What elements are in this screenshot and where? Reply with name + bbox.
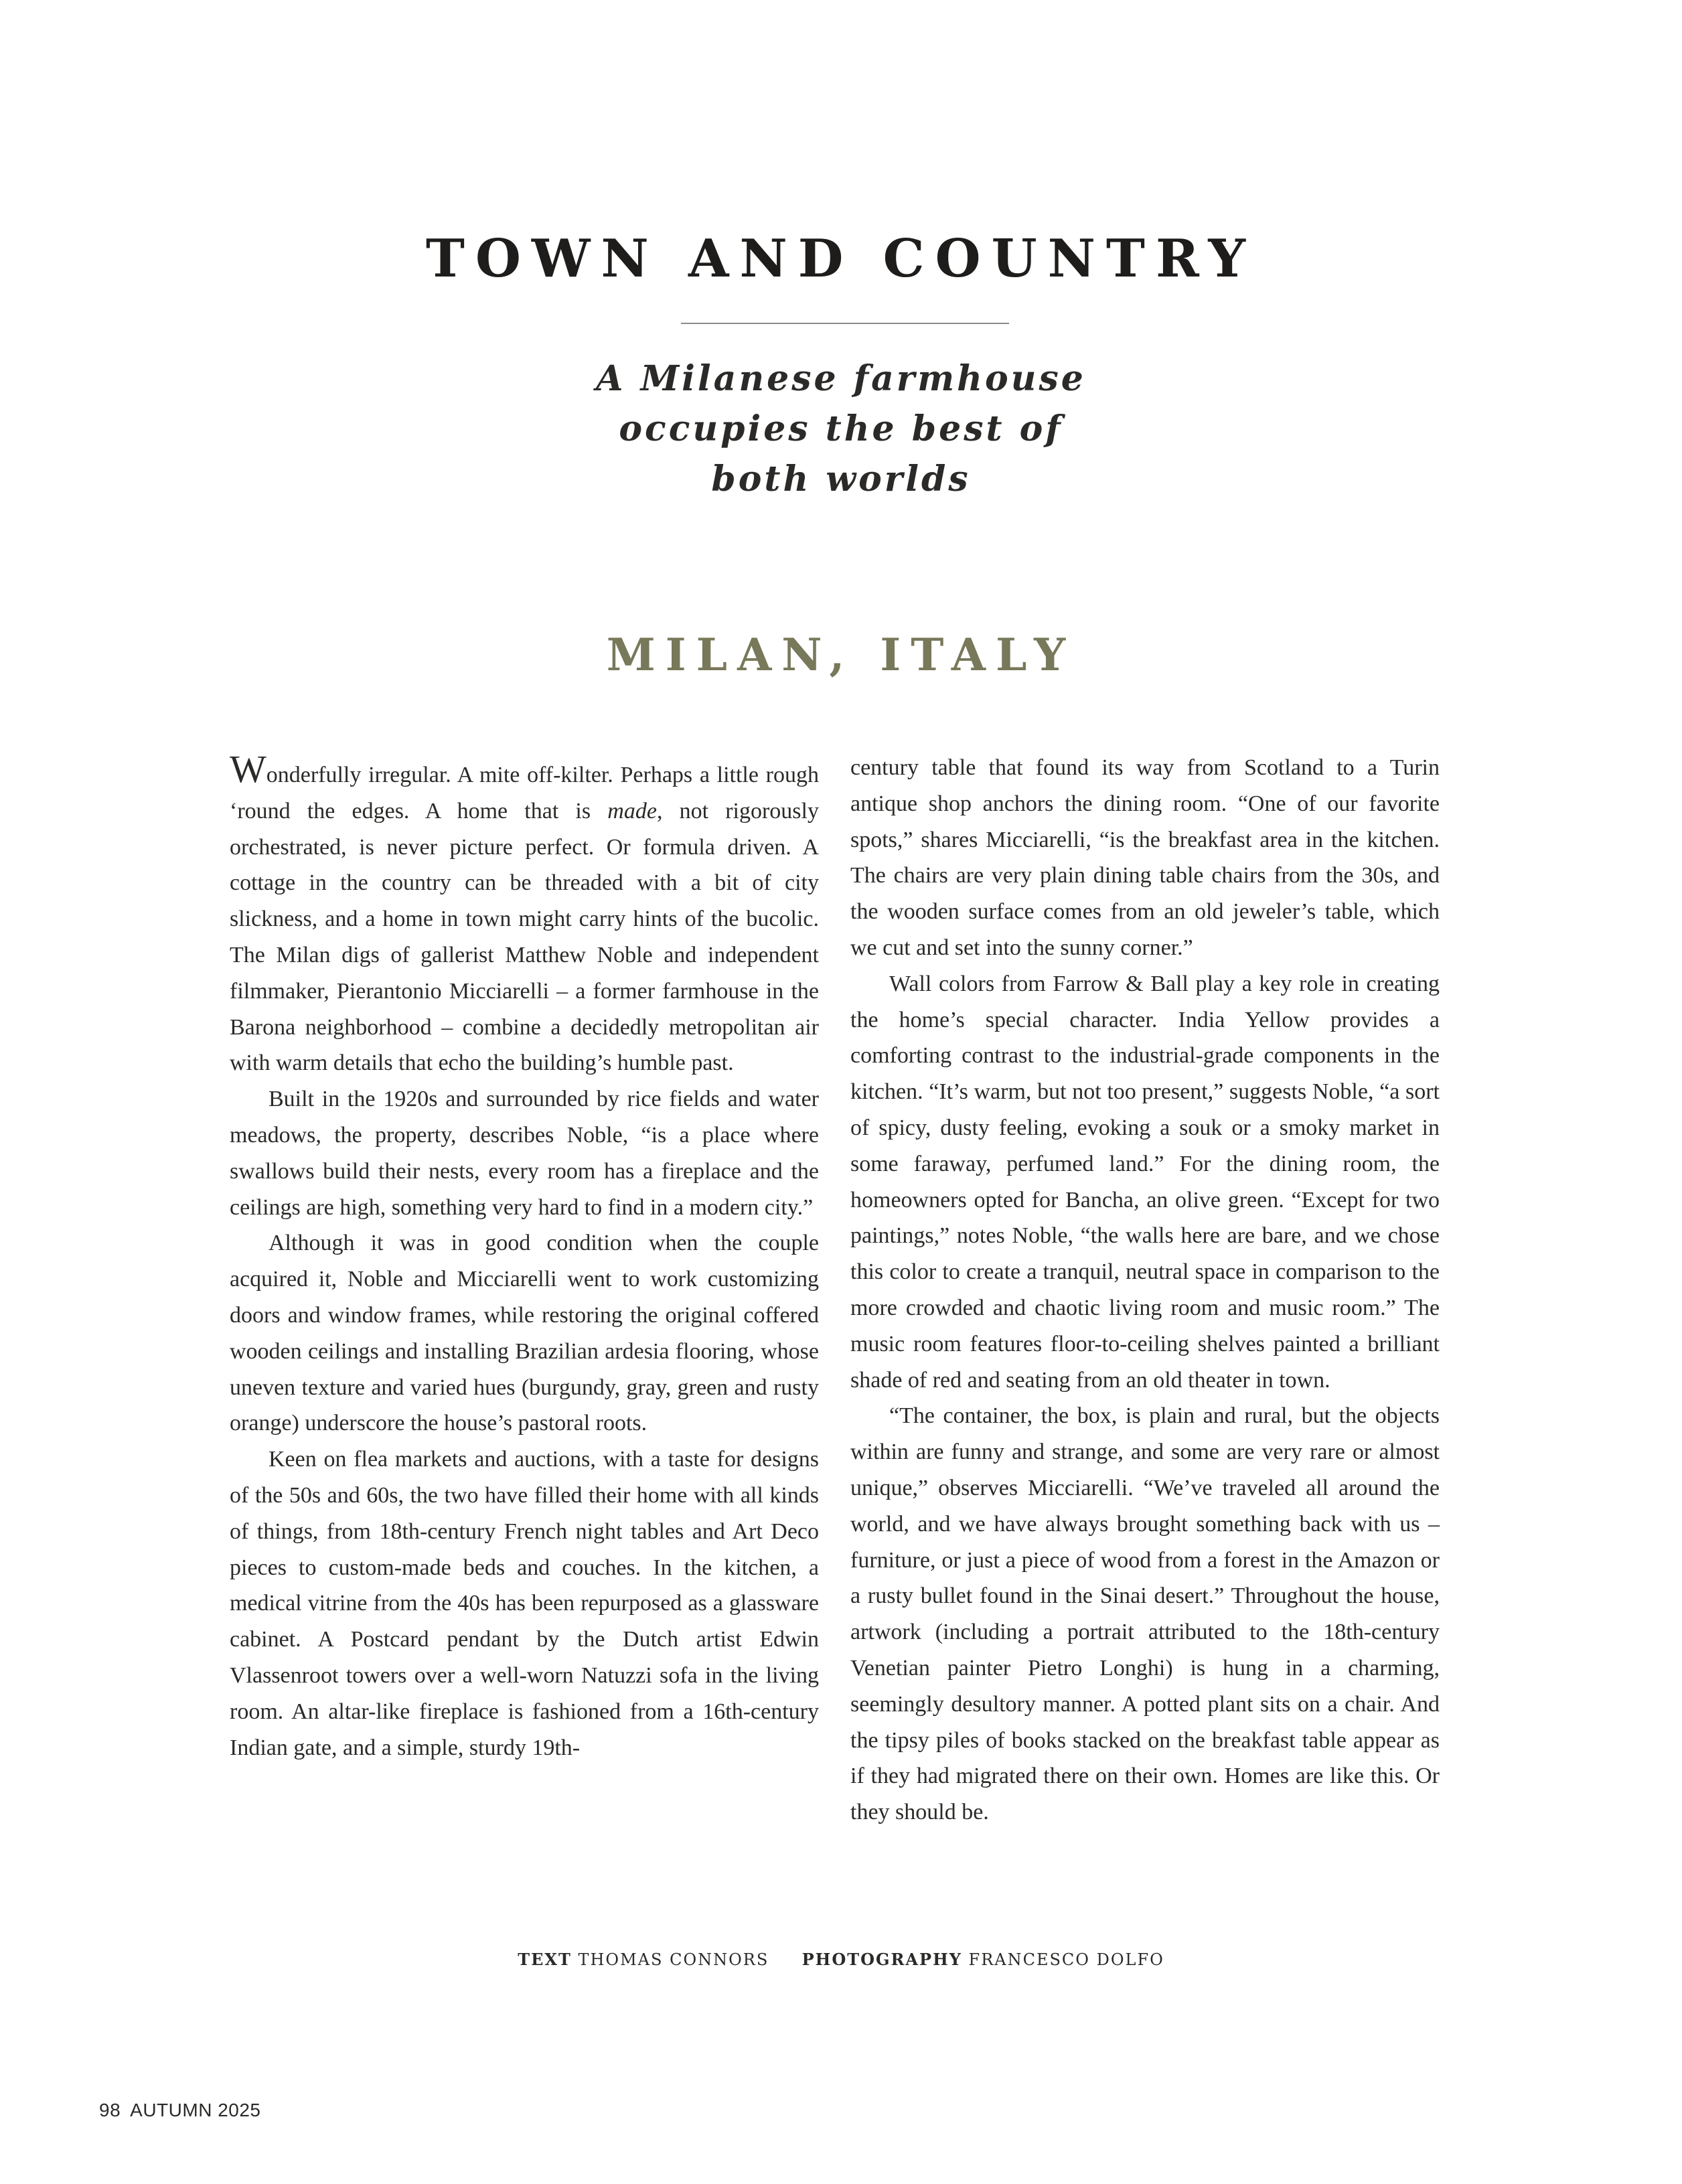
- credit-text-label: TEXT: [518, 1950, 572, 1969]
- article-paragraph: Wall colors from Farrow & Ball play a key role in creating the home’s special character. India Yellow provides a comforting contrast to the industrial-grade components in the kitchen. “It’s warm, but not too present,” suggests Noble, “a sort of spicy, dusty feeling, evoking a souk or a smoky market in some faraway, perfumed land.” For the dining room, the homeowners opted for Bancha, an olive green. “Except for two paintings,” notes Noble, “the walls here are bare, and we chose this color to create a tranquil, neutral space in comparison to the more crowded and chaotic living room and music room.” The music room features floor-to-ceiling shelves painted a brilliant shade of red and seating from an old theater in town.: [850, 971, 1440, 1393]
- page-number: 98: [99, 2100, 121, 2120]
- article-paragraph: Keen on flea markets and auctions, with a taste for designs of the 50s and 60s, the two have filled their home with all kinds of things, from 18th-century French night tables and Art Deco pieces to custom-made beds and couches. In the kitchen, a medical vitrine from the 40s has been repurposed as a glassware cabinet. A Postcard pendant by the Dutch artist Edwin Vlassenroot towers over a well-worn Natuzzi sofa in the living room. An altar-like fireplace is fashioned from a 16th-century Indian gate, and a simple, sturdy 19th-: [230, 1447, 819, 1760]
- location-heading: MILAN, ITALY: [606, 629, 1076, 681]
- subtitle-line: A Milanese farmhouse: [596, 358, 1086, 399]
- article-subtitle: [0, 354, 1682, 504]
- paragraph-text: onderfully irregular. A mite off-kilter. Perhaps a little rough ‘round the edges. A home that is: [230, 763, 819, 824]
- subtitle-line: occupies the best of: [619, 408, 1063, 449]
- article-paragraph: Built in the 1920s and surrounded by rice fields and water meadows, the property, describes Noble, “is a place where swallows build their nests, every room has a fireplace and the ceilings are high, something very hard to find in a modern city.”: [230, 1087, 819, 1220]
- emphasis-text: made: [607, 798, 657, 824]
- paragraph-text: , not rigorously orchestrated, is never picture perfect. Or formula driven. A cottage in the country can be threaded with a bit of city slickness, and a home in town might carry hints of the bucolic. The Milan digs of gallerist Matthew Noble and independent filmmaker, Pierantonio Micciarelli – a former farmhouse in the Barona neighborhood – combine a decidedly metropolitan air with warm details that echo the building’s humble past.: [230, 798, 819, 1076]
- issue-label: AUTUMN 2025: [130, 2100, 261, 2120]
- article-paragraph: century table that found its way from Scotland to a Turin antique shop anchors the dining room. “One of our favorite spots,” shares Micciarelli, “is the breakfast area in the kitchen. The chairs are very plain dining table chairs from the 30s, and the wooden surface comes from an old jeweler’s table, which we cut and set into the sunny corner.”: [850, 755, 1440, 960]
- credit-photographer-name: FRANCESCO DOLFO: [968, 1950, 1164, 1969]
- credit-photography-label: PHOTOGRAPHY: [801, 1950, 962, 1969]
- title-divider: [681, 323, 1009, 324]
- article-column-left: [230, 747, 819, 1766]
- drop-cap: W: [230, 747, 266, 791]
- page-footer: [99, 2100, 261, 2121]
- article-paragraph: Although it was in good condition when the couple acquired it, Noble and Micciarelli went to work customizing doors and window frames, while restoring the original coffered wooden ceilings and installing Brazilian ardesia flooring, whose uneven texture and varied hues (burgundy, gray, green and rusty orange) underscore the house’s pastoral roots.: [230, 1231, 819, 1436]
- article-title: TOWN AND COUNTRY: [425, 228, 1257, 289]
- article-paragraph: [230, 747, 819, 1081]
- article-column-right: [850, 750, 1440, 1830]
- subtitle-line: both worlds: [711, 459, 971, 499]
- credit-writer-name: THOMAS CONNORS: [578, 1950, 769, 1969]
- article-paragraph: “The container, the box, is plain and rural, but the objects within are funny and strange, and some are very rare or almost unique,” observes Micciarelli. “We’ve traveled all around the world, and we have always brought something back with us – furniture, or just a piece of wood from a forest in the Amazon or a rusty bullet found in the Sinai desert.” Throughout the house, artwork (including a portrait attributed to the 18th-century Venetian painter Pietro Longhi) is hung in a charming, seemingly desultory manner. A potted plant sits on a chair. And the tipsy piles of books stacked on the breakfast table appear as if they had migrated there on their own. Homes are like this. Or they should be.: [850, 1403, 1440, 1825]
- article-credits: [0, 1950, 1682, 1969]
